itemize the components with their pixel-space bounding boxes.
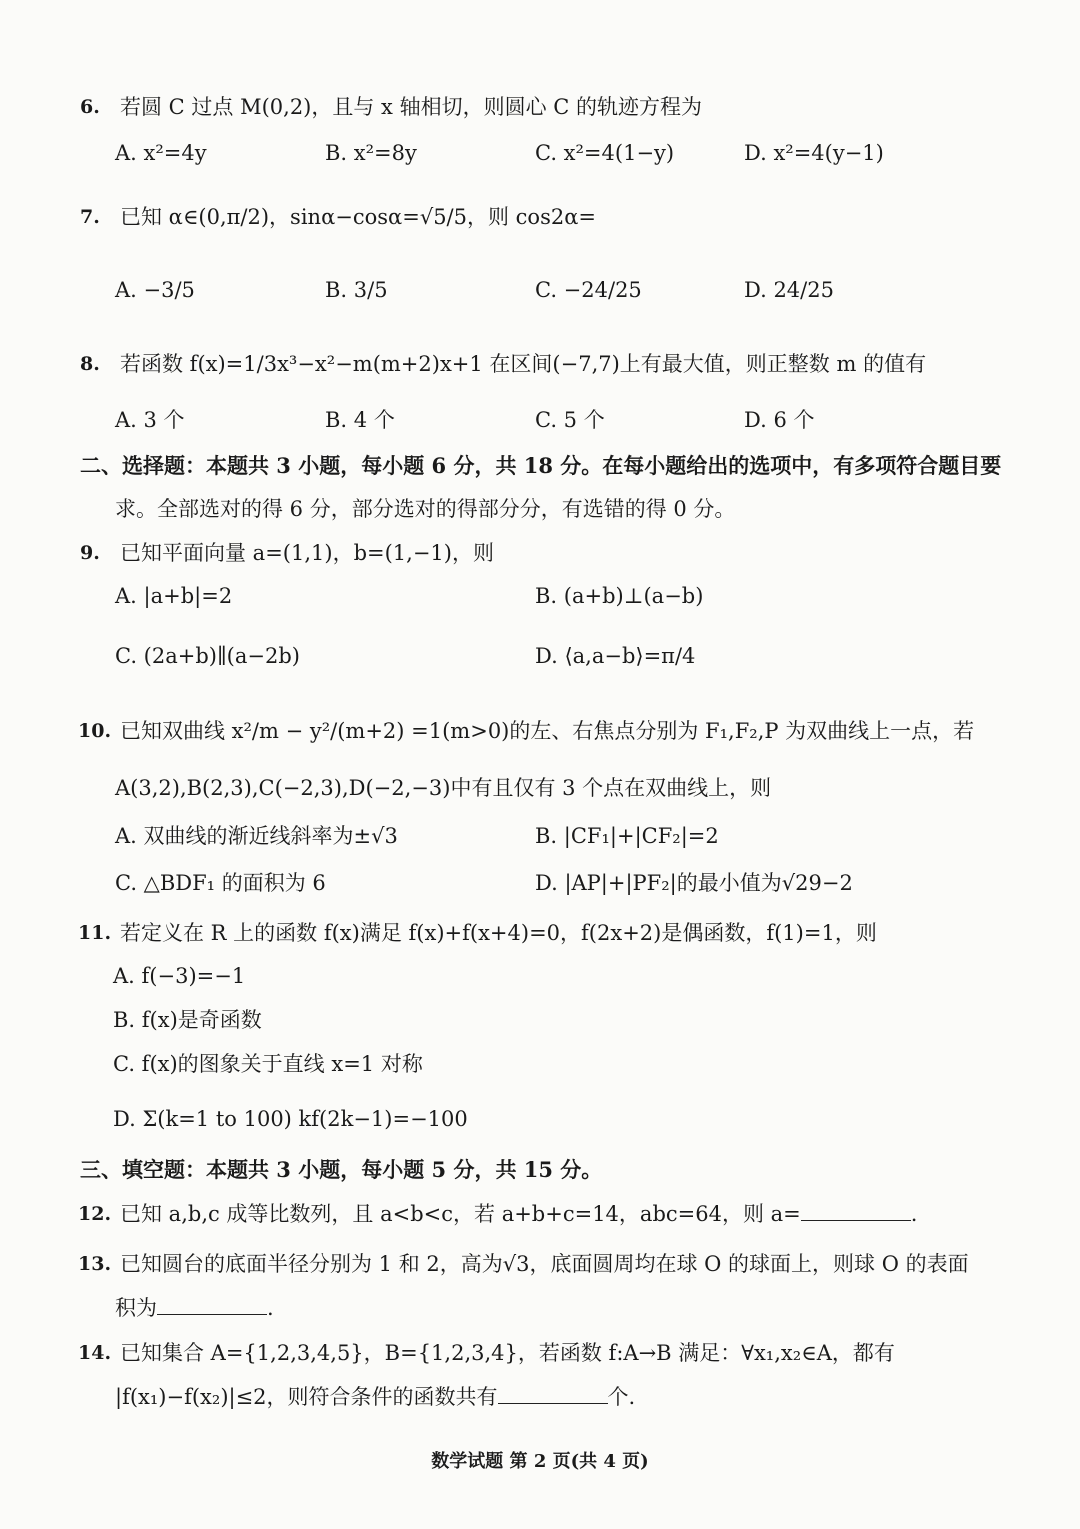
question-number: 7. bbox=[80, 206, 100, 228]
question-stem-continued: |f(x₁)−f(x₂)|≤2，则符合条件的函数共有 bbox=[115, 1385, 498, 1409]
question-number: 14. bbox=[78, 1342, 112, 1364]
section-3-line-1: 三、填空题：本题共 3 小题，每小题 5 分，共 15 分。 bbox=[80, 1157, 603, 1182]
question-stem-continued-wrap bbox=[115, 1382, 635, 1412]
option-b: B. |CF₁|+|CF₂|=2 bbox=[535, 824, 719, 848]
question-number: 13. bbox=[78, 1253, 112, 1275]
question-stem: 若函数 f(x)=1/3x³−x²−m(m+2)x+1 在区间(−7,7)上有最大值，则正整数 m 的值有 bbox=[120, 352, 927, 376]
question-stem: 已知集合 A={1,2,3,4,5}，B={1,2,3,4}，若函数 f:A→B 满足：∀x₁,x₂∈A，都有 bbox=[120, 1341, 895, 1365]
option-b: B. x²=8y bbox=[325, 141, 417, 165]
option-c: C. x²=4(1−y) bbox=[535, 141, 675, 165]
option-a: A. 3 个 bbox=[115, 408, 185, 432]
section-2-line-2: 求。全部选对的得 6 分，部分选对的得部分分，有选错的得 0 分。 bbox=[115, 497, 736, 521]
option-b: B. 3/5 bbox=[325, 278, 388, 302]
answer-blank bbox=[801, 1200, 911, 1221]
question-stem: 已知平面向量 a=(1,1)，b=(1,−1)，则 bbox=[120, 541, 494, 565]
option-b: B. 4 个 bbox=[325, 408, 395, 432]
option-a: A. f(−3)=−1 bbox=[113, 964, 246, 988]
option-d: D. 6 个 bbox=[744, 408, 815, 432]
option-d: D. 24/25 bbox=[744, 278, 834, 302]
option-d: D. ⟨a,a−b⟩=π/4 bbox=[535, 644, 696, 668]
option-b: B. (a+b)⊥(a−b) bbox=[535, 584, 704, 608]
option-a: A. |a+b|=2 bbox=[115, 584, 233, 608]
option-a: A. x²=4y bbox=[115, 141, 207, 165]
option-c: C. f(x)的图象关于直线 x=1 对称 bbox=[113, 1052, 423, 1076]
question-number: 12. bbox=[78, 1203, 112, 1225]
question-number: 9. bbox=[80, 542, 100, 564]
option-c: C. △BDF₁ 的面积为 6 bbox=[115, 871, 326, 895]
question-stem: 已知 α∈(0,π/2)，sinα−cosα=√5/5，则 cos2α= bbox=[120, 205, 596, 229]
question-stem: 若定义在 R 上的函数 f(x)满足 f(x)+f(x+4)=0，f(2x+2)是偶函数，f(1)=1，则 bbox=[120, 921, 877, 945]
option-d: D. |AP|+|PF₂|的最小值为√29−2 bbox=[535, 871, 853, 895]
section-2-line-1: 二、选择题：本题共 3 小题，每小题 6 分，共 18 分。在每小题给出的选项中，有多项符合题目要 bbox=[80, 453, 1002, 478]
question-stem-wrap bbox=[120, 1199, 917, 1229]
option-c: C. −24/25 bbox=[535, 278, 642, 302]
question-stem: 已知双曲线 x²/m − y²/(m+2) =1(m>0)的左、右焦点分别为 F₁,F₂,P 为双曲线上一点，若 bbox=[120, 719, 975, 743]
option-a: A. 双曲线的渐近线斜率为±√3 bbox=[115, 824, 398, 848]
question-tail: . bbox=[267, 1296, 274, 1320]
question-stem: 若圆 C 过点 M(0,2)，且与 x 轴相切，则圆心 C 的轨迹方程为 bbox=[120, 95, 702, 119]
page-footer: 数学试题 第 2 页(共 4 页) bbox=[431, 1451, 649, 1472]
question-number: 6. bbox=[80, 96, 100, 118]
question-stem-continued: 积为 bbox=[115, 1296, 157, 1320]
option-d: D. x²=4(y−1) bbox=[744, 141, 884, 165]
option-c: C. (2a+b)∥(a−2b) bbox=[115, 644, 300, 668]
option-b: B. f(x)是奇函数 bbox=[113, 1008, 262, 1032]
question-stem-continued: A(3,2),B(2,3),C(−2,3),D(−2,−3)中有且仅有 3 个点在双曲线上，则 bbox=[115, 776, 772, 800]
question-stem: 已知 a,b,c 成等比数列，且 a<b<c，若 a+b+c=14，abc=64，则 a= bbox=[120, 1202, 801, 1226]
answer-blank bbox=[498, 1383, 608, 1404]
option-d: D. Σ(k=1 to 100) kf(2k−1)=−100 bbox=[113, 1107, 468, 1131]
question-stem-continued-wrap bbox=[115, 1293, 274, 1323]
option-a: A. −3/5 bbox=[115, 278, 195, 302]
question-tail: . bbox=[910, 1202, 918, 1226]
question-number: 8. bbox=[80, 353, 100, 375]
answer-blank bbox=[157, 1294, 267, 1315]
question-number: 11. bbox=[78, 922, 112, 944]
question-number: 10. bbox=[78, 720, 112, 742]
question-tail: 个. bbox=[607, 1385, 636, 1409]
option-c: C. 5 个 bbox=[535, 408, 605, 432]
question-stem: 已知圆台的底面半径分别为 1 和 2，高为√3，底面圆周均在球 O 的球面上，则球 O 的表面 bbox=[120, 1252, 969, 1276]
